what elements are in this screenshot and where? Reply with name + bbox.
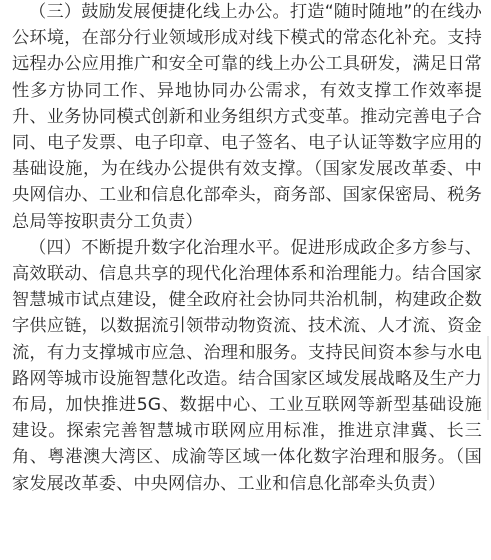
paragraph-4 [12,235,482,497]
paragraph-4-text: （四）不断提升数字化治理水平。促进形成政企多方参与、高效联动、信息共享的现代化治理体系和治理能力。结合国家智慧城市试点建设，健全政府社会协同共治机制，构建政企数字供应链，以数据流引领带动物资流、技术流、人才流、资金流，有力支撑城市应急、治理和服务。支持民间资本参与水电路网等城市设施智慧化改造。结合国家区域发展战略及生产力布局，加快推进5G、数据中心、工业互联网等新型基础设施建设。探索完善智慧城市联网应用标准，推进京津冀、长三角、粤港澳大湾区、成渝等区域一体化数字治理和服务。（国家发展改革委、中央网信办、工业和信息化部牵头负责） [12,237,482,494]
scrollbar[interactable] [487,336,489,420]
paragraph-3-text: （三）鼓励发展便捷化线上办公。打造“随时随地”的在线办公环境，在部分行业领域形成对线下模式的常态化补充。支持远程办公应用推广和安全可靠的线上办公工具研发，满足日常性多方协同工作、异地协同办公需求，有效支撑工作效率提升、业务协同模式创新和业务组织方式变革。推动完善电子合同、电子发票、电子印章、电子签名、电子认证等数字应用的基础设施，为在线办公提供有效支撑。（国家发展改革委、中央网信办、工业和信息化部牵头，商务部、国家保密局、税务总局等按职责分工负责） [12,2,482,232]
paragraph-3 [12,0,482,235]
document-body [12,0,482,497]
